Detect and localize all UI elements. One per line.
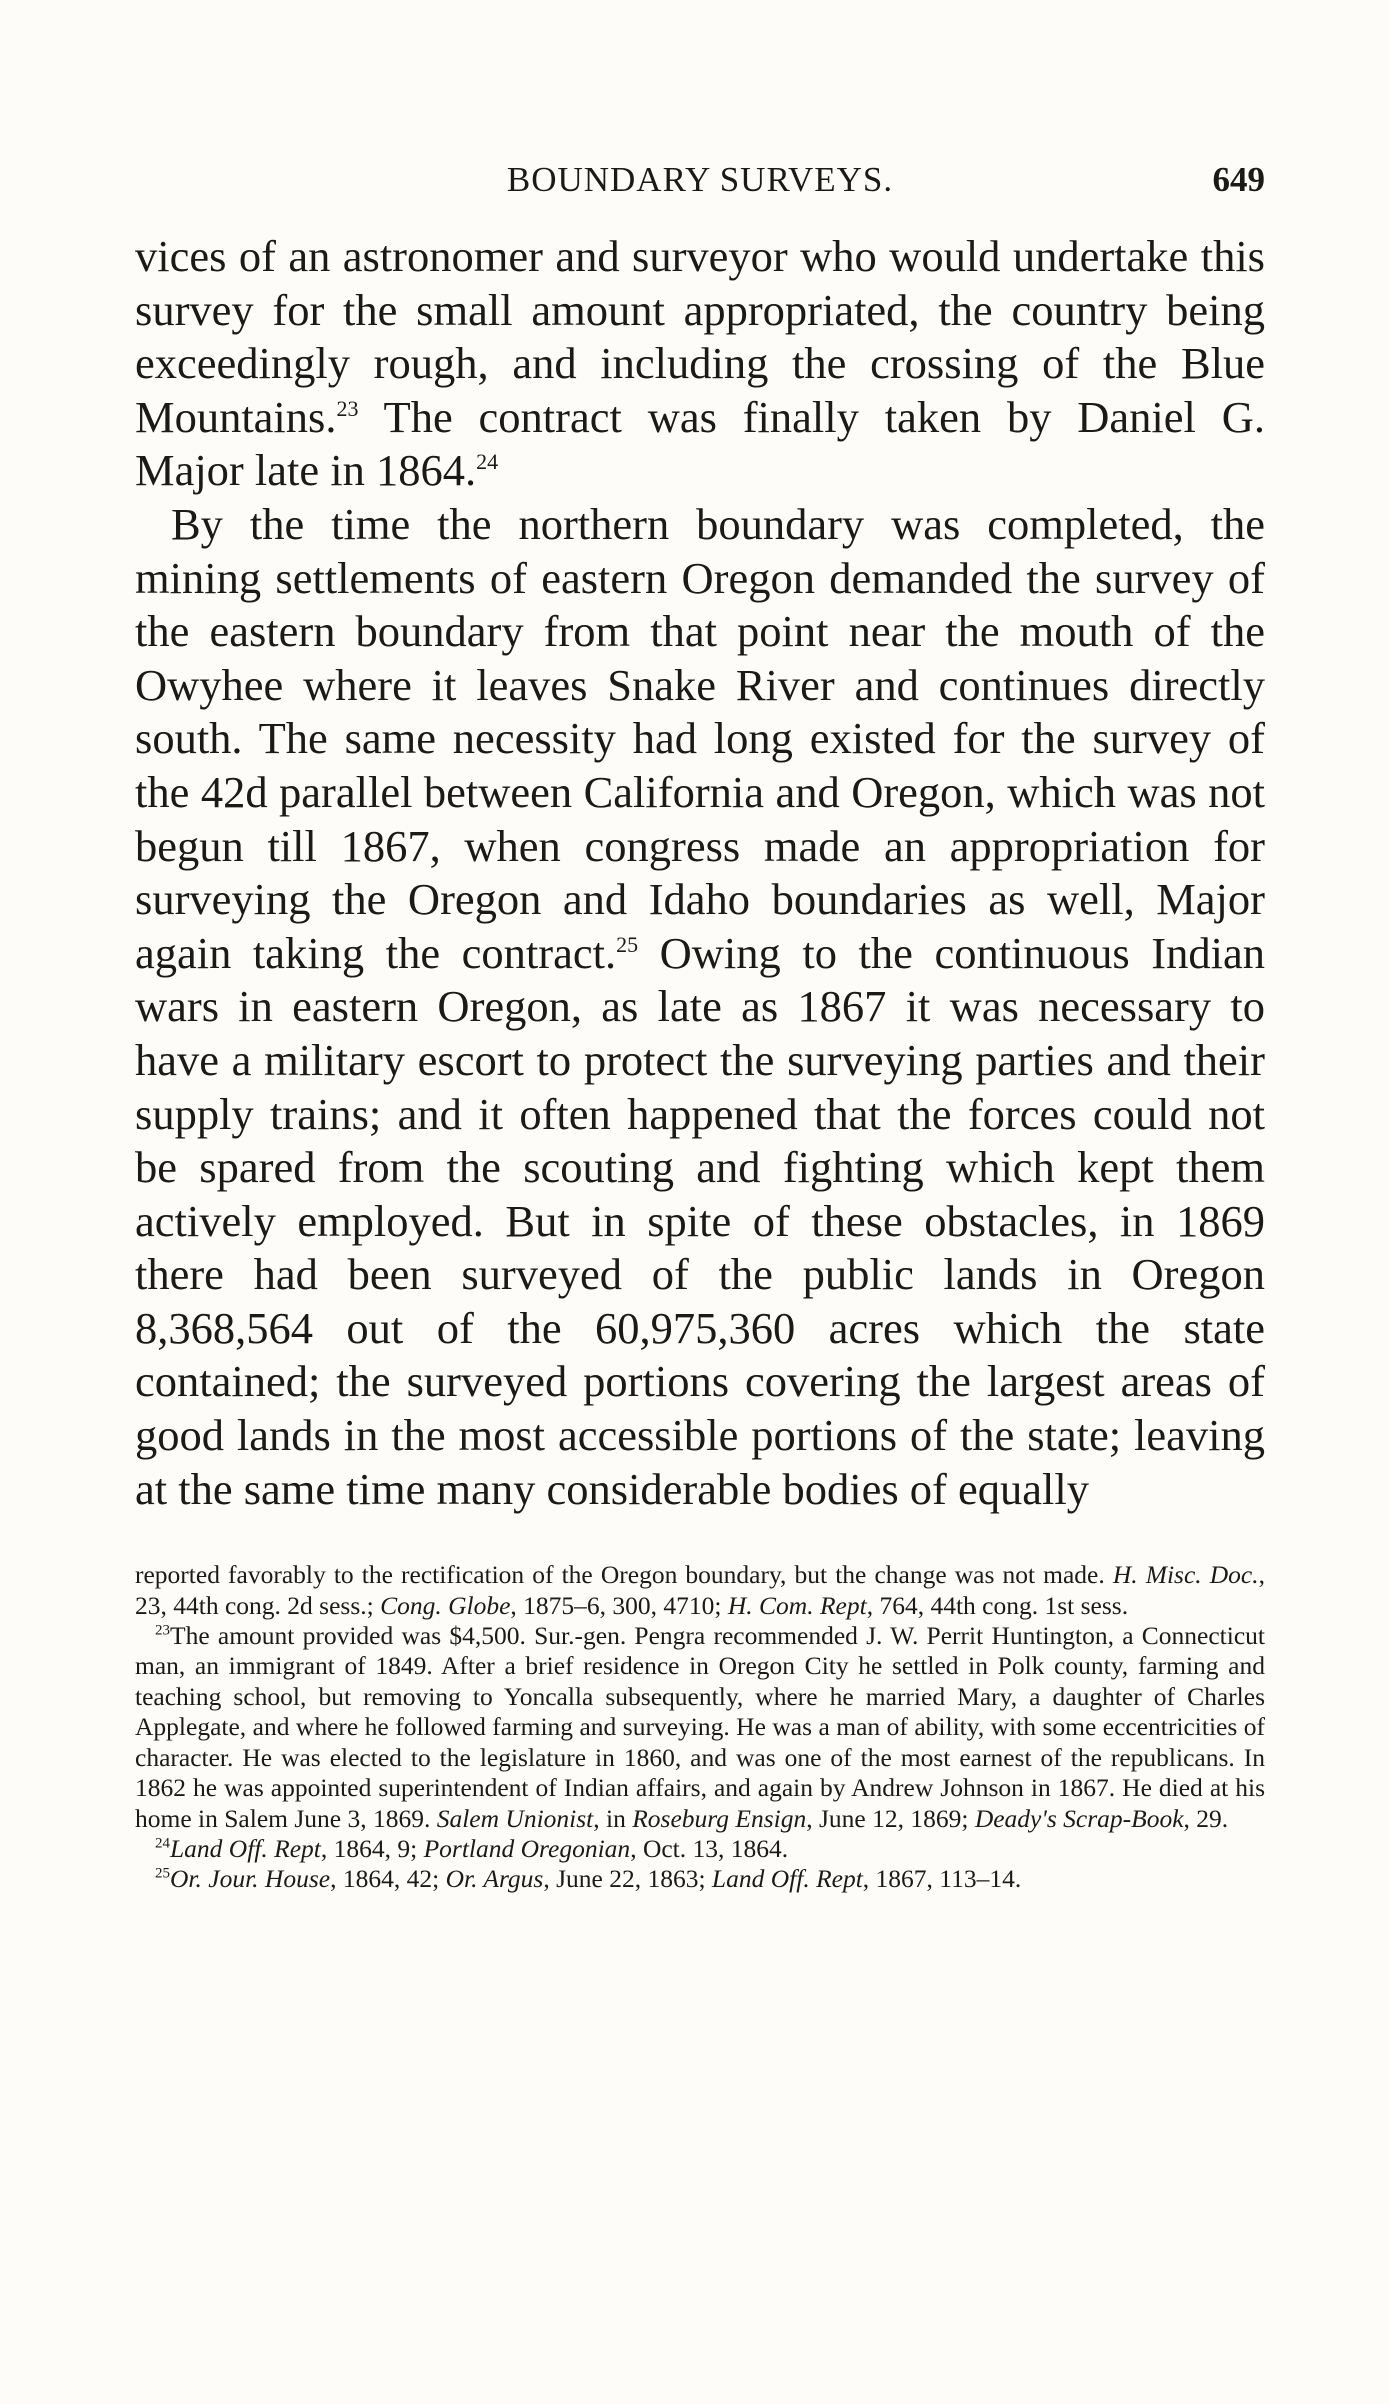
footnote-mark: 25 (155, 1865, 170, 1882)
citation-title: Roseburg Ensign (632, 1803, 807, 1833)
citation-title: Land Off. Rept (711, 1864, 863, 1894)
footnotes (135, 1560, 1265, 1894)
paragraph-text: Owing to the continuous Indian wars in eastern Oregon, as late as 1867 it was necessary to have a military escort to protect the surveying parties and their supply trains; and it often happened that the forces could not be spared from the scouting and fighting which kept them actively employed. But in spite of these obstacles, in 1869 there had been surveyed of the public lands in Oregon 8,368,564 out of the 60,975,360 acres which the state contained; the surveyed portions covering the largest areas of good lands in the most accessible portions of the state; leaving at the same time many considerable bodies of equally (135, 927, 1265, 1514)
citation-title: Salem Unionist (436, 1803, 594, 1833)
footnote-text: , 29. (1183, 1803, 1229, 1833)
footnote-text: , June 12, 1869; (806, 1803, 975, 1833)
paragraph (135, 230, 1265, 498)
footnote-text: , in (593, 1803, 633, 1833)
footnote-text: The amount provided was $4,500. Sur.-gen. Pengra recommended J. W. Perrit Huntington, a Connecticut man, an immigrant of 1849. After a brief residence in Oregon City he settled in Polk county, farming and teaching school, but removing to Yoncalla subsequently, where he married Mary, a daughter of Charles Applegate, and where he followed farming and surveying. He was a man of ability, with some eccentricities of character. He was elected to the legislature in 1860, and was one of the most earnest of the republicans. In 1862 he was appointed superintendent of Indian affairs, and again by Andrew Johnson in 1867. He died at his home in Salem June 3, 1869. (135, 1621, 1265, 1833)
paragraph-text: The contract was finally taken by Daniel G. Major late in 1864. (135, 391, 1265, 496)
footnote-mark: 24 (155, 1835, 170, 1852)
running-header (135, 152, 1265, 212)
footnote-text: reported favorably to the rectification of the Oregon boundary, but the change was not made. (135, 1560, 1113, 1590)
citation-title: H. Com. Rept (727, 1590, 867, 1620)
footnote-25 (135, 1864, 1265, 1894)
citation-title: H. Misc. Doc. (1112, 1560, 1259, 1590)
page-number: 649 (1212, 160, 1265, 199)
footnote-continuation (135, 1560, 1265, 1621)
footnote-text: , 1864, 42; (330, 1864, 446, 1894)
footnote-text: , 1864, 9; (320, 1833, 424, 1863)
footnote-text: , 23, 44th cong. 2d sess.; (135, 1560, 1265, 1620)
citation-title: Or. Argus (445, 1864, 544, 1894)
citation-title: Deady's Scrap-Book (974, 1803, 1184, 1833)
body-text (135, 230, 1265, 1516)
footnote-23 (135, 1621, 1265, 1834)
footnote-ref: 23 (336, 395, 359, 421)
footnote-24 (135, 1834, 1265, 1864)
citation-title: Portland Oregonian (423, 1833, 631, 1863)
citation-title: Cong. Globe (380, 1590, 511, 1620)
footnote-ref: 24 (476, 449, 499, 475)
footnote-mark: 23 (155, 1622, 170, 1639)
citation-title: Land Off. Rept (170, 1833, 321, 1863)
running-title: BOUNDARY SURVEYS. (506, 160, 894, 199)
paragraph-text: vices of an astronomer and surveyor who would undertake this survey for the small amount appropriated, the country being exceedingly rough, and including the crossing of the Blue Mountains. (135, 231, 1265, 442)
citation-title: Or. Jour. House (170, 1864, 331, 1894)
footnote-text: , Oct. 13, 1864. (630, 1833, 789, 1863)
footnote-text: , 1875–6, 300, 4710; (510, 1590, 728, 1620)
footnote-text: , June 22, 1863; (543, 1864, 712, 1894)
footnote-text: , 1867, 113–14. (862, 1864, 1022, 1894)
paragraph-text: By the time the northern boundary was completed, the mining settlements of eastern Oregon demanded the survey of the eastern boundary from that point near the mouth of the Owyhee where it leaves Snake River and continues directly south. The same necessity had long existed for the survey of the 42d parallel between California and Oregon, which was not begun till 1867, when congress made an appropriation for surveying the Oregon and Idaho boundaries as well, Major again taking the contract. (135, 498, 1265, 978)
footnote-text: , 764, 44th cong. 1st sess. (866, 1590, 1129, 1620)
book-page (135, 152, 1265, 1895)
footnote-ref: 25 (616, 931, 639, 957)
paragraph (135, 498, 1265, 1516)
